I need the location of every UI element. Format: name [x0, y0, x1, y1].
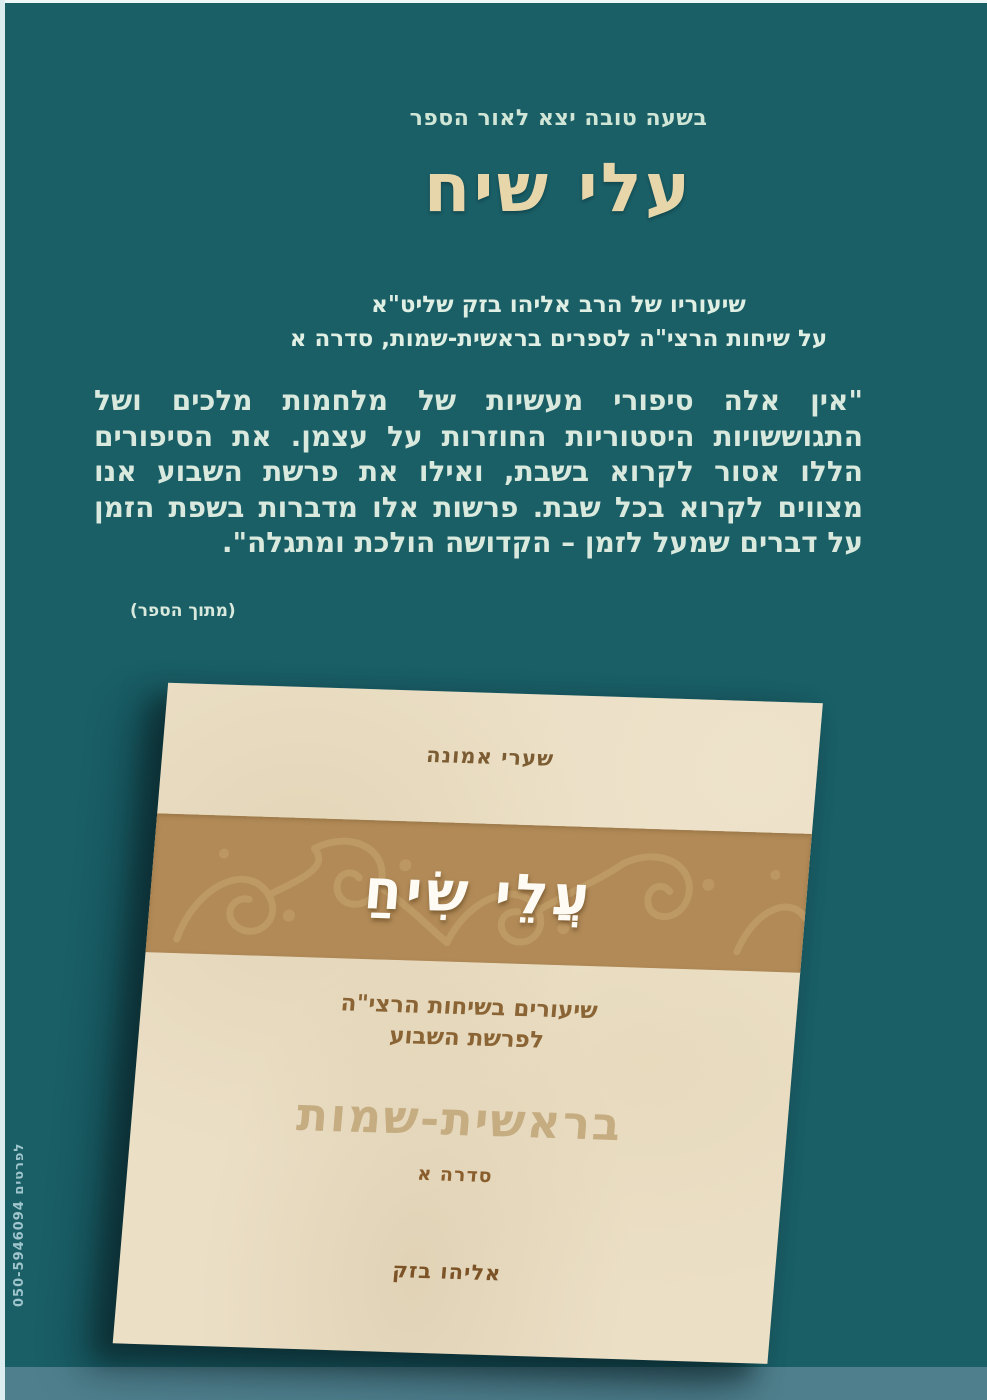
- announcement-top-line: בשעה טובה יצא לאור הספר: [409, 106, 708, 131]
- cover-subtitle-line1: שיעורים בשיחות הרצי"ה: [339, 990, 599, 1025]
- book-title-headline: עלי שיח: [423, 148, 694, 228]
- cover-subtitle: [138, 982, 798, 1064]
- book-cover: [113, 683, 823, 1364]
- cover-series-name: שערי אמונה: [425, 742, 555, 771]
- cover-title-band: [146, 813, 812, 972]
- cover-volumes: בראשית-שמות: [294, 1087, 625, 1152]
- announcement-subtitle-line1: שיעוריו של הרב אליהו בזק שליט"א: [371, 292, 746, 318]
- cover-subtitle-line2: לפרשת השבוע: [388, 1022, 545, 1054]
- floor-band: [0, 1367, 987, 1400]
- cover-title: עֲלֵי שִׂיחַ: [361, 855, 596, 928]
- cover-series-number: סדרה א: [416, 1162, 494, 1188]
- announcement-subtitles: [170, 288, 947, 356]
- quote-source-caption: (מתוך הספר): [130, 601, 236, 621]
- contact-phone-vertical: לפרטים 050-5946094: [12, 1142, 27, 1307]
- cover-author: אליהו בזק: [391, 1258, 503, 1286]
- page-left-edge-highlight: [0, 0, 5, 1400]
- announcement-subtitle-line2: על שיחות הרצי"ה לספרים בראשית-שמות, סדרה א: [289, 326, 828, 352]
- book-quote-paragraph: "אין אלה סיפורי מעשיות של מלחמות מלכים ושל התגוששויות היסטוריות החוזרות על עצמן. את הסיפורים הללו אסור לקרוא בשבת, ואילו את פרשת השבוע אנו מצווים לקרוא בכל שבת. פרשות אלו מדברות בשפת הזמן על דברים שמעל לזמן – הקדושה הולכת ומתגלה".: [94, 384, 863, 559]
- page-top-edge-highlight: [0, 0, 987, 3]
